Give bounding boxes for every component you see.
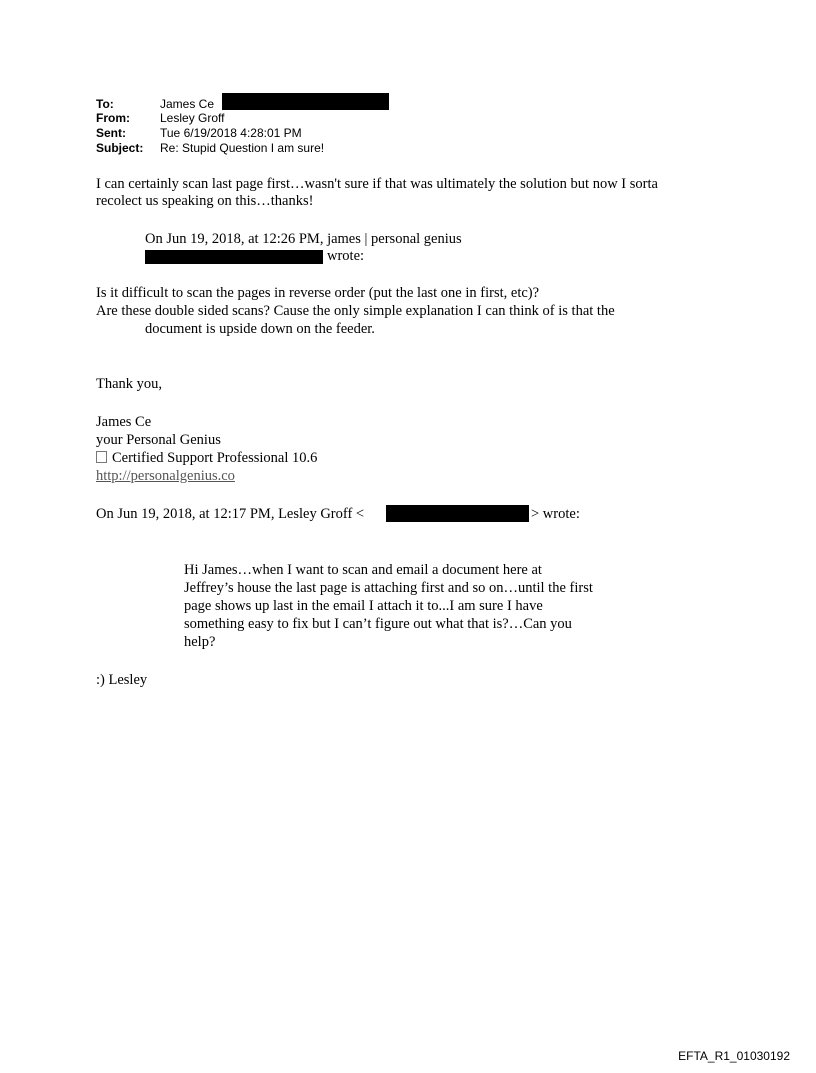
signature-name: James Ce: [96, 414, 152, 430]
missing-glyph-icon: [96, 451, 107, 463]
quote2-prefix: On Jun 19, 2018, at 12:17 PM, Lesley Groff <: [96, 506, 365, 522]
original-line-1: Hi James…when I want to scan and email a document here at: [184, 562, 542, 578]
question-line-3: document is upside down on the feeder.: [145, 321, 375, 337]
closing-line: :) Lesley: [96, 672, 148, 688]
quote1-attribution: On Jun 19, 2018, at 12:26 PM, james | personal genius: [145, 231, 462, 247]
redaction-james-email: [145, 250, 323, 264]
document-id: EFTA_R1_01030192: [678, 1049, 790, 1063]
sent-value: Tue 6/19/2018 4:28:01 PM: [160, 126, 302, 140]
subject-value: Re: Stupid Question I am sure!: [160, 141, 325, 155]
signature-cert-text: Certified Support Professional 10.6: [112, 450, 318, 466]
signature-cert: [96, 450, 317, 468]
question-line-2: Are these double sided scans? Cause the only simple explanation I can think of is that the: [96, 303, 615, 319]
reply-line-1: I can certainly scan last page first…wasn't sure if that was ultimately the solution but now I sorta: [96, 176, 658, 192]
redaction-to-address: [222, 93, 389, 110]
signature-title: your Personal Genius: [96, 432, 221, 448]
question-line-1: Is it difficult to scan the pages in reverse order (put the last one in first, etc)?: [96, 285, 540, 301]
from-value: Lesley Groff: [160, 111, 225, 125]
to-label: To:: [96, 97, 114, 111]
redaction-lesley-email: [386, 505, 529, 522]
signature-link[interactable]: http://personalgenius.co: [96, 468, 235, 484]
original-line-4: something easy to fix but I can’t figure out what that is?…Can you: [184, 616, 572, 632]
to-value: James Ce: [160, 97, 215, 111]
quote1-wrote: wrote:: [327, 248, 365, 264]
reply-line-2: recolect us speaking on this…thanks!: [96, 193, 314, 209]
subject-label: Subject:: [96, 141, 144, 155]
original-line-3: page shows up last in the email I attach it to...I am sure I have: [184, 598, 543, 614]
quote2-suffix: > wrote:: [531, 506, 580, 522]
sent-label: Sent:: [96, 126, 126, 140]
original-line-2: Jeffrey’s house the last page is attaching first and so on…until the first: [184, 580, 593, 596]
from-label: From:: [96, 111, 130, 125]
thanks-line: Thank you,: [96, 376, 163, 392]
original-line-5: help?: [184, 634, 216, 650]
